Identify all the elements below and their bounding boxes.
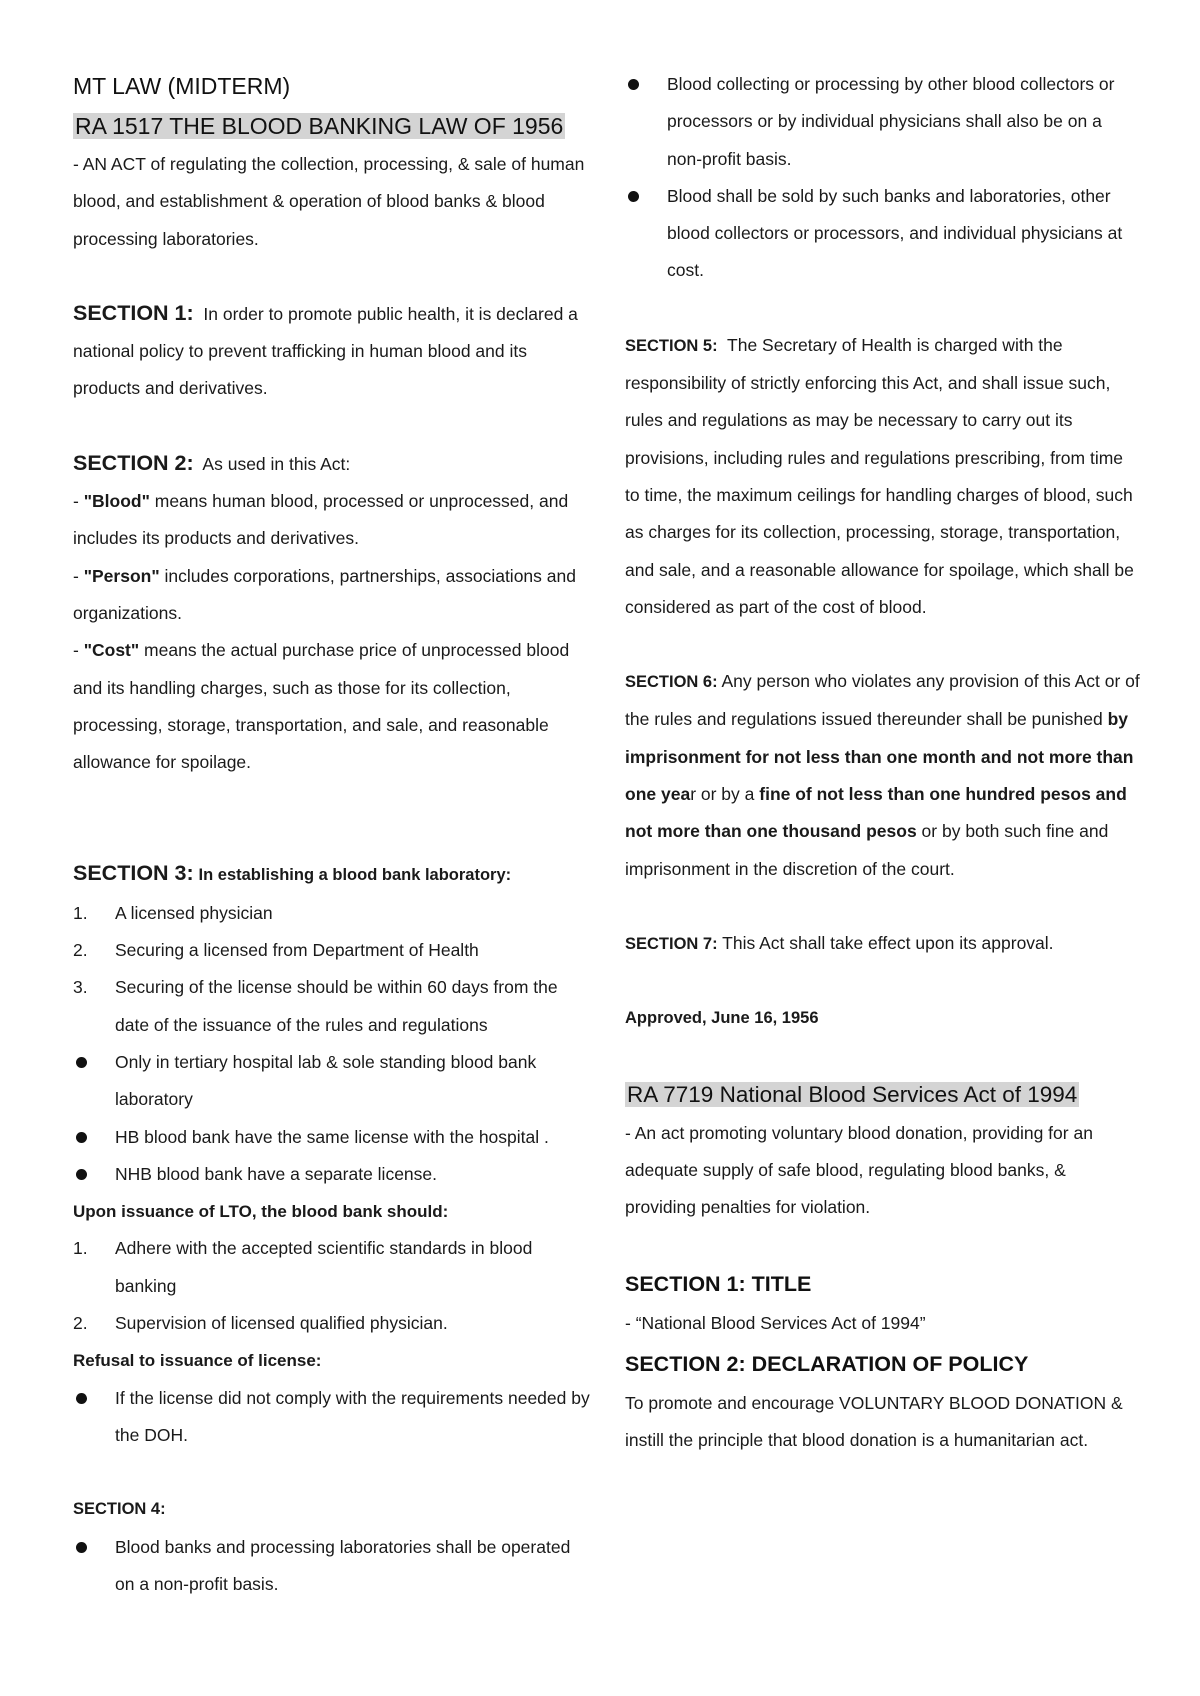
- bullet-icon: [628, 191, 639, 202]
- section-4-list: [73, 1529, 593, 1604]
- section-6-text: r or by a: [690, 784, 760, 805]
- definition-prefix: -: [73, 640, 84, 661]
- list-item: [73, 1305, 593, 1342]
- section-6: [625, 663, 1140, 888]
- bullet-icon: [76, 1057, 87, 1068]
- list-item: [625, 178, 1140, 290]
- section-3-numbered-list: [73, 895, 593, 1044]
- section-5: [625, 327, 1140, 626]
- section-3-bullet-list: [73, 1044, 593, 1193]
- lto-list: [73, 1230, 593, 1342]
- lto-heading: Upon issuance of LTO, the blood bank should:: [73, 1202, 449, 1222]
- definition-term: "Blood": [83, 491, 150, 512]
- list-item: [73, 969, 593, 1044]
- section-6-text: or by both such fine and imprisonment in the discretion of the court.: [625, 821, 1109, 879]
- section-2-text: As used in this Act:: [202, 453, 351, 474]
- list-item-text: Supervision of licensed qualified physician.: [115, 1313, 448, 1334]
- list-item: [73, 1119, 593, 1156]
- section-2-label: SECTION 2:: [73, 450, 194, 475]
- list-item-text: Only in tertiary hospital lab & sole standing blood bank laboratory: [115, 1051, 537, 1110]
- bullet-icon: [76, 1132, 87, 1143]
- section-6-penalty-imprisonment: by imprisonment for not less than one month and not more than one yea: [625, 709, 1134, 805]
- list-item: [73, 895, 593, 932]
- list-item: [73, 1044, 593, 1119]
- list-item-text: Adhere with the accepted scientific standards in blood banking: [115, 1238, 533, 1296]
- section-4-label: SECTION 4:: [73, 1500, 166, 1519]
- definition-text: includes corporations, partnerships, associations and organizations.: [73, 565, 576, 623]
- ra7719-heading-text: RA 7719 National Blood Services Act of 1994: [627, 1081, 1078, 1107]
- right-column: [625, 66, 1140, 1459]
- list-item-text: HB blood bank have the same license with the hospital .: [115, 1126, 549, 1147]
- ra7719-section-2-title: SECTION 2: DECLARATION OF POLICY: [625, 1351, 1029, 1376]
- definition-prefix: -: [73, 491, 84, 512]
- list-item-text: A licensed physician: [115, 902, 273, 923]
- list-item: [73, 1380, 593, 1455]
- list-item: [73, 1156, 593, 1193]
- list-number: 1.: [73, 902, 88, 923]
- section-3-label: SECTION 3:: [73, 861, 194, 886]
- list-item: [73, 1529, 593, 1604]
- ra1517-description: - AN ACT of regulating the collection, processing, & sale of human blood, and establishment & operation of blood banks & blood processing laboratories.: [73, 154, 585, 249]
- section-4-continued-list: [625, 66, 1140, 290]
- ra7719-section-1-title: SECTION 1: TITLE: [625, 1272, 812, 1297]
- bullet-icon: [76, 1169, 87, 1180]
- bullet-icon: [76, 1542, 87, 1553]
- list-number: 3.: [73, 977, 88, 998]
- ra1517-heading: [73, 106, 593, 146]
- section-6-text: Any person who violates any provision of this Act or of the rules and regulations issued thereunder shall be punished: [625, 671, 1140, 730]
- list-item-text: Securing a licensed from Department of Health: [115, 940, 479, 961]
- list-number: 1.: [73, 1238, 88, 1259]
- definition-text: means the actual purchase price of unprocessed blood and its handling charges, such as those for its collection, processing, storage, transportation, and sale, and reasonable allowance for spoilage.: [73, 640, 570, 773]
- definition-person: [73, 558, 593, 633]
- section-5-label: SECTION 5:: [625, 336, 718, 355]
- list-item-text: Blood banks and processing laboratories shall be operated on a non-profit basis.: [115, 1536, 571, 1594]
- section-7-text: This Act shall take effect upon its approval.: [717, 932, 1054, 953]
- left-column: [73, 66, 593, 1603]
- section-6-label: SECTION 6:: [625, 673, 718, 692]
- list-item-text: Securing of the license should be within 60 days from the date of the issuance of the rules and regulations: [115, 977, 558, 1035]
- bullet-icon: [628, 79, 639, 90]
- definition-prefix: -: [73, 565, 84, 586]
- list-item: [73, 932, 593, 969]
- definition-term: "Cost": [83, 640, 140, 661]
- bullet-icon: [76, 1393, 87, 1404]
- section-7: [625, 925, 1140, 963]
- definition-term: "Person": [83, 565, 160, 586]
- approval-date: Approved, June 16, 1956: [625, 1009, 819, 1028]
- section-7-label: SECTION 7:: [625, 934, 718, 953]
- definition-cost: [73, 632, 593, 781]
- list-item: [625, 66, 1140, 178]
- section-1: [73, 295, 593, 408]
- refusal-list: [73, 1380, 593, 1455]
- ra7719-section-2-text: To promote and encourage VOLUNTARY BLOOD DONATION & instill the principle that blood donation is a humanitarian act.: [625, 1392, 1123, 1451]
- section-3-text: In establishing a blood bank laboratory:: [198, 866, 512, 885]
- section-2: [73, 445, 593, 483]
- list-number: 2.: [73, 1313, 88, 1334]
- list-item-text: Blood shall be sold by such banks and laboratories, other blood collectors or processors, and individual physicians at cost.: [667, 185, 1123, 281]
- document-title: MT LAW (MIDTERM): [73, 73, 291, 99]
- section-3: [73, 855, 593, 894]
- ra7719-description: - An act promoting voluntary blood donation, providing for an adequate supply of safe blood, regulating blood banks, & providing penalties for violation.: [625, 1122, 1093, 1218]
- section-5-text: The Secretary of Health is charged with the responsibility of strictly enforcing this Act, and shall issue such, rules and regulations as may be necessary to carry out its provisions, including rules and regulations prescribing, from time to time, the maximum ceilings for handling charges of blood, such as charges for its collection, processing, storage, transportation, and sale, and a reasonable allowance for spoilage, which shall be considered as part of the cost of blood.: [625, 334, 1134, 617]
- list-item-text: NHB blood bank have a separate license.: [115, 1163, 438, 1184]
- ra7719-heading: [625, 1075, 1140, 1115]
- section-1-text: In order to promote public health, it is declared a national policy to prevent trafficking in human blood and its products and derivatives.: [73, 303, 578, 399]
- refusal-heading: Refusal to issuance of license:: [73, 1351, 322, 1371]
- ra1517-heading-text: RA 1517 THE BLOOD BANKING LAW OF 1956: [75, 113, 564, 139]
- list-item-text: If the license did not comply with the requirements needed by the DOH.: [115, 1387, 590, 1445]
- list-number: 2.: [73, 940, 88, 961]
- definition-blood: [73, 483, 593, 558]
- ra7719-section-1-text: - “National Blood Services Act of 1994”: [625, 1313, 926, 1334]
- section-6-penalty-fine: fine of not less than one hundred pesos and not more than one thousand pesos: [625, 784, 1127, 842]
- list-item: [73, 1230, 593, 1305]
- section-1-label: SECTION 1:: [73, 300, 194, 325]
- list-item-text: Blood collecting or processing by other blood collectors or processors or by individual physicians shall also be on a non-profit basis.: [667, 74, 1115, 169]
- definition-text: means human blood, processed or unprocessed, and includes its products and derivatives.: [73, 491, 569, 549]
